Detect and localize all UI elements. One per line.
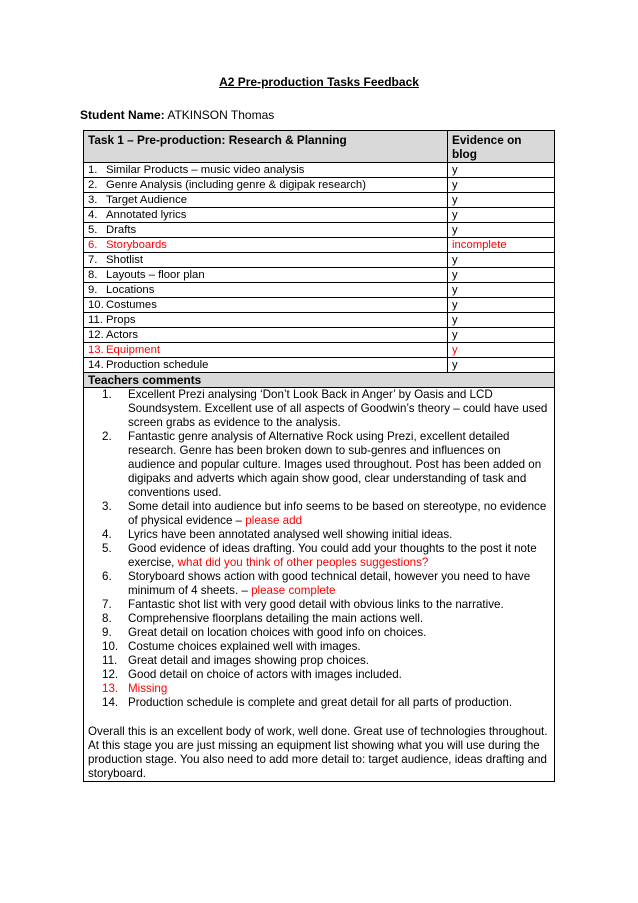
task-cell — [84, 163, 448, 178]
task-name: Drafts — [106, 224, 137, 236]
comment-number: 1. — [102, 388, 112, 401]
student-name-line — [80, 108, 274, 122]
teachers-comments-heading: Teachers comments — [84, 373, 555, 388]
comment-text: Great detail on location choices with good info on choices. — [128, 626, 427, 639]
comment-item — [88, 528, 550, 542]
task-table-header — [84, 131, 555, 163]
comment-number: 10. — [102, 640, 119, 653]
task-number: 9. — [88, 284, 98, 296]
task-name: Actors — [106, 329, 139, 341]
teachers-comments-cell — [84, 388, 555, 782]
header-evidence: Evidence on blog — [448, 131, 555, 163]
evidence-cell: y — [448, 193, 555, 208]
comment-number: 5. — [102, 542, 112, 555]
comment-text: Costume choices explained well with images. — [128, 640, 361, 653]
task-cell — [84, 193, 448, 208]
task-cell — [84, 343, 448, 358]
comment-number: 11. — [102, 654, 118, 667]
comment-item — [88, 682, 550, 696]
task-number: 11. — [88, 314, 103, 326]
task-row — [84, 178, 555, 193]
comment-highlight: what did you think of other peoples suggestions? — [177, 556, 429, 569]
task-number: 4. — [88, 209, 98, 221]
task-cell — [84, 313, 448, 328]
task-cell — [84, 208, 448, 223]
task-row — [84, 343, 555, 358]
task-name: Layouts – floor plan — [106, 269, 205, 281]
task-number: 6. — [88, 239, 98, 251]
comment-item — [88, 598, 550, 612]
evidence-cell: y — [448, 343, 555, 358]
comment-text: Fantastic shot list with very good detail with obvious links to the narrative. — [128, 598, 504, 611]
task-name: Equipment — [106, 344, 161, 356]
task-name: Shotlist — [106, 254, 144, 266]
comment-text: Production schedule is complete and great detail for all parts of production. — [128, 696, 513, 709]
task-number: 3. — [88, 194, 98, 206]
comment-number: 6. — [102, 570, 112, 583]
task-number: 5. — [88, 224, 98, 236]
task-row — [84, 223, 555, 238]
comment-highlight: please add — [245, 514, 303, 527]
task-cell — [84, 328, 448, 343]
task-number: 1. — [88, 164, 98, 176]
comment-item — [88, 388, 550, 430]
evidence-cell: y — [448, 328, 555, 343]
evidence-cell: y — [448, 358, 555, 373]
task-table — [83, 130, 555, 782]
student-name-label: Student Name: — [80, 108, 165, 122]
comment-text: Some detail into audience but info seems to be based on stereotype, no evidence of physical evidence – — [128, 500, 547, 527]
comment-number: 7. — [102, 598, 112, 611]
task-cell — [84, 253, 448, 268]
task-name: Costumes — [106, 299, 157, 311]
task-name: Genre Analysis (including genre & digipak research) — [106, 179, 366, 191]
task-cell — [84, 238, 448, 253]
evidence-cell: y — [448, 163, 555, 178]
comment-item — [88, 696, 550, 710]
comment-item — [88, 612, 550, 626]
task-name: Locations — [106, 284, 155, 296]
task-number: 10. — [88, 299, 104, 311]
header-task: Task 1 – Pre-production: Research & Planning — [84, 131, 448, 163]
task-number: 12. — [88, 329, 104, 341]
page-title: A2 Pre-production Tasks Feedback — [219, 75, 419, 89]
task-row — [84, 358, 555, 373]
task-row — [84, 208, 555, 223]
comment-text: Excellent Prezi analysing ‘Don’t Look Back in Anger’ by Oasis and LCD Soundsystem. Excellent use of all aspects of Goodwin’s theory – could have used screen grabs as evidence to the analysis. — [128, 388, 548, 429]
task-number: 7. — [88, 254, 98, 266]
task-cell — [84, 223, 448, 238]
task-number: 2. — [88, 179, 98, 191]
task-row — [84, 253, 555, 268]
student-name-value: ATKINSON Thomas — [167, 108, 275, 122]
evidence-cell: y — [448, 223, 555, 238]
task-cell — [84, 268, 448, 283]
task-row — [84, 193, 555, 208]
comment-number: 13. — [102, 682, 119, 695]
comment-highlight: please complete — [251, 584, 336, 597]
comment-text: Good detail on choice of actors with images included. — [128, 668, 402, 681]
evidence-cell: y — [448, 283, 555, 298]
task-row — [84, 163, 555, 178]
evidence-cell: y — [448, 253, 555, 268]
task-name: Props — [106, 314, 136, 326]
task-row — [84, 328, 555, 343]
task-cell — [84, 358, 448, 373]
comment-text: Fantastic genre analysis of Alternative Rock using Prezi, excellent detailed research. Genre has been broken down to sub-genres and influences on audience and popular culture. Images used throughout. Post has been added on digipaks and adverts which again show good, clear understanding of task and conventions used. — [128, 430, 542, 499]
task-row — [84, 268, 555, 283]
comment-number: 8. — [102, 612, 112, 625]
evidence-cell: y — [448, 268, 555, 283]
evidence-cell: y — [448, 178, 555, 193]
task-name: Production schedule — [106, 359, 209, 371]
task-name: Target Audience — [106, 194, 188, 206]
comment-highlight: Missing — [128, 682, 168, 695]
comment-item — [88, 640, 550, 654]
comment-item — [88, 626, 550, 640]
task-row — [84, 238, 555, 253]
overall-comment: Overall this is an excellent body of work, well done. Great use of technologies throughout. At this stage you are just missing an equipment list showing what you will use during the production stage. You also need to add more detail to: target audience, ideas drafting and storyboard. — [88, 725, 548, 780]
task-cell — [84, 298, 448, 313]
comment-item — [88, 570, 550, 598]
comment-text: Great detail and images showing prop choices. — [128, 654, 370, 667]
teachers-comments-header — [84, 373, 555, 388]
task-name: Annotated lyrics — [106, 209, 187, 221]
teachers-comments-row — [84, 388, 555, 782]
comment-text: Good evidence of ideas drafting. You could add your thoughts to the post it note exercise, — [128, 542, 537, 569]
comment-number: 3. — [102, 500, 112, 513]
comment-text: Storyboard shows action with good technical detail, however you need to have minimum of 4 sheets. – — [128, 570, 531, 597]
comment-list — [88, 388, 550, 710]
evidence-cell: y — [448, 313, 555, 328]
evidence-cell: y — [448, 298, 555, 313]
comment-number: 14. — [102, 696, 119, 709]
task-cell — [84, 283, 448, 298]
comment-item — [88, 542, 550, 570]
comment-item — [88, 654, 550, 668]
evidence-cell: y — [448, 208, 555, 223]
task-number: 8. — [88, 269, 98, 281]
task-cell — [84, 178, 448, 193]
task-row — [84, 298, 555, 313]
comment-number: 2. — [102, 430, 112, 443]
comment-text: Lyrics have been annotated analysed well showing initial ideas. — [128, 528, 453, 541]
comment-item — [88, 668, 550, 682]
task-number: 14. — [88, 359, 104, 371]
task-row — [84, 283, 555, 298]
task-number: 13. — [88, 344, 104, 356]
comment-number: 4. — [102, 528, 112, 541]
comment-number: 9. — [102, 626, 112, 639]
task-row — [84, 313, 555, 328]
task-name: Similar Products – music video analysis — [106, 164, 305, 176]
comment-item — [88, 500, 550, 528]
task-name: Storyboards — [106, 239, 167, 251]
evidence-cell: incomplete — [448, 238, 555, 253]
comment-number: 12. — [102, 668, 119, 681]
task-rows — [84, 163, 555, 373]
comment-text: Comprehensive floorplans detailing the main actions well. — [128, 612, 424, 625]
comment-item — [88, 430, 550, 500]
